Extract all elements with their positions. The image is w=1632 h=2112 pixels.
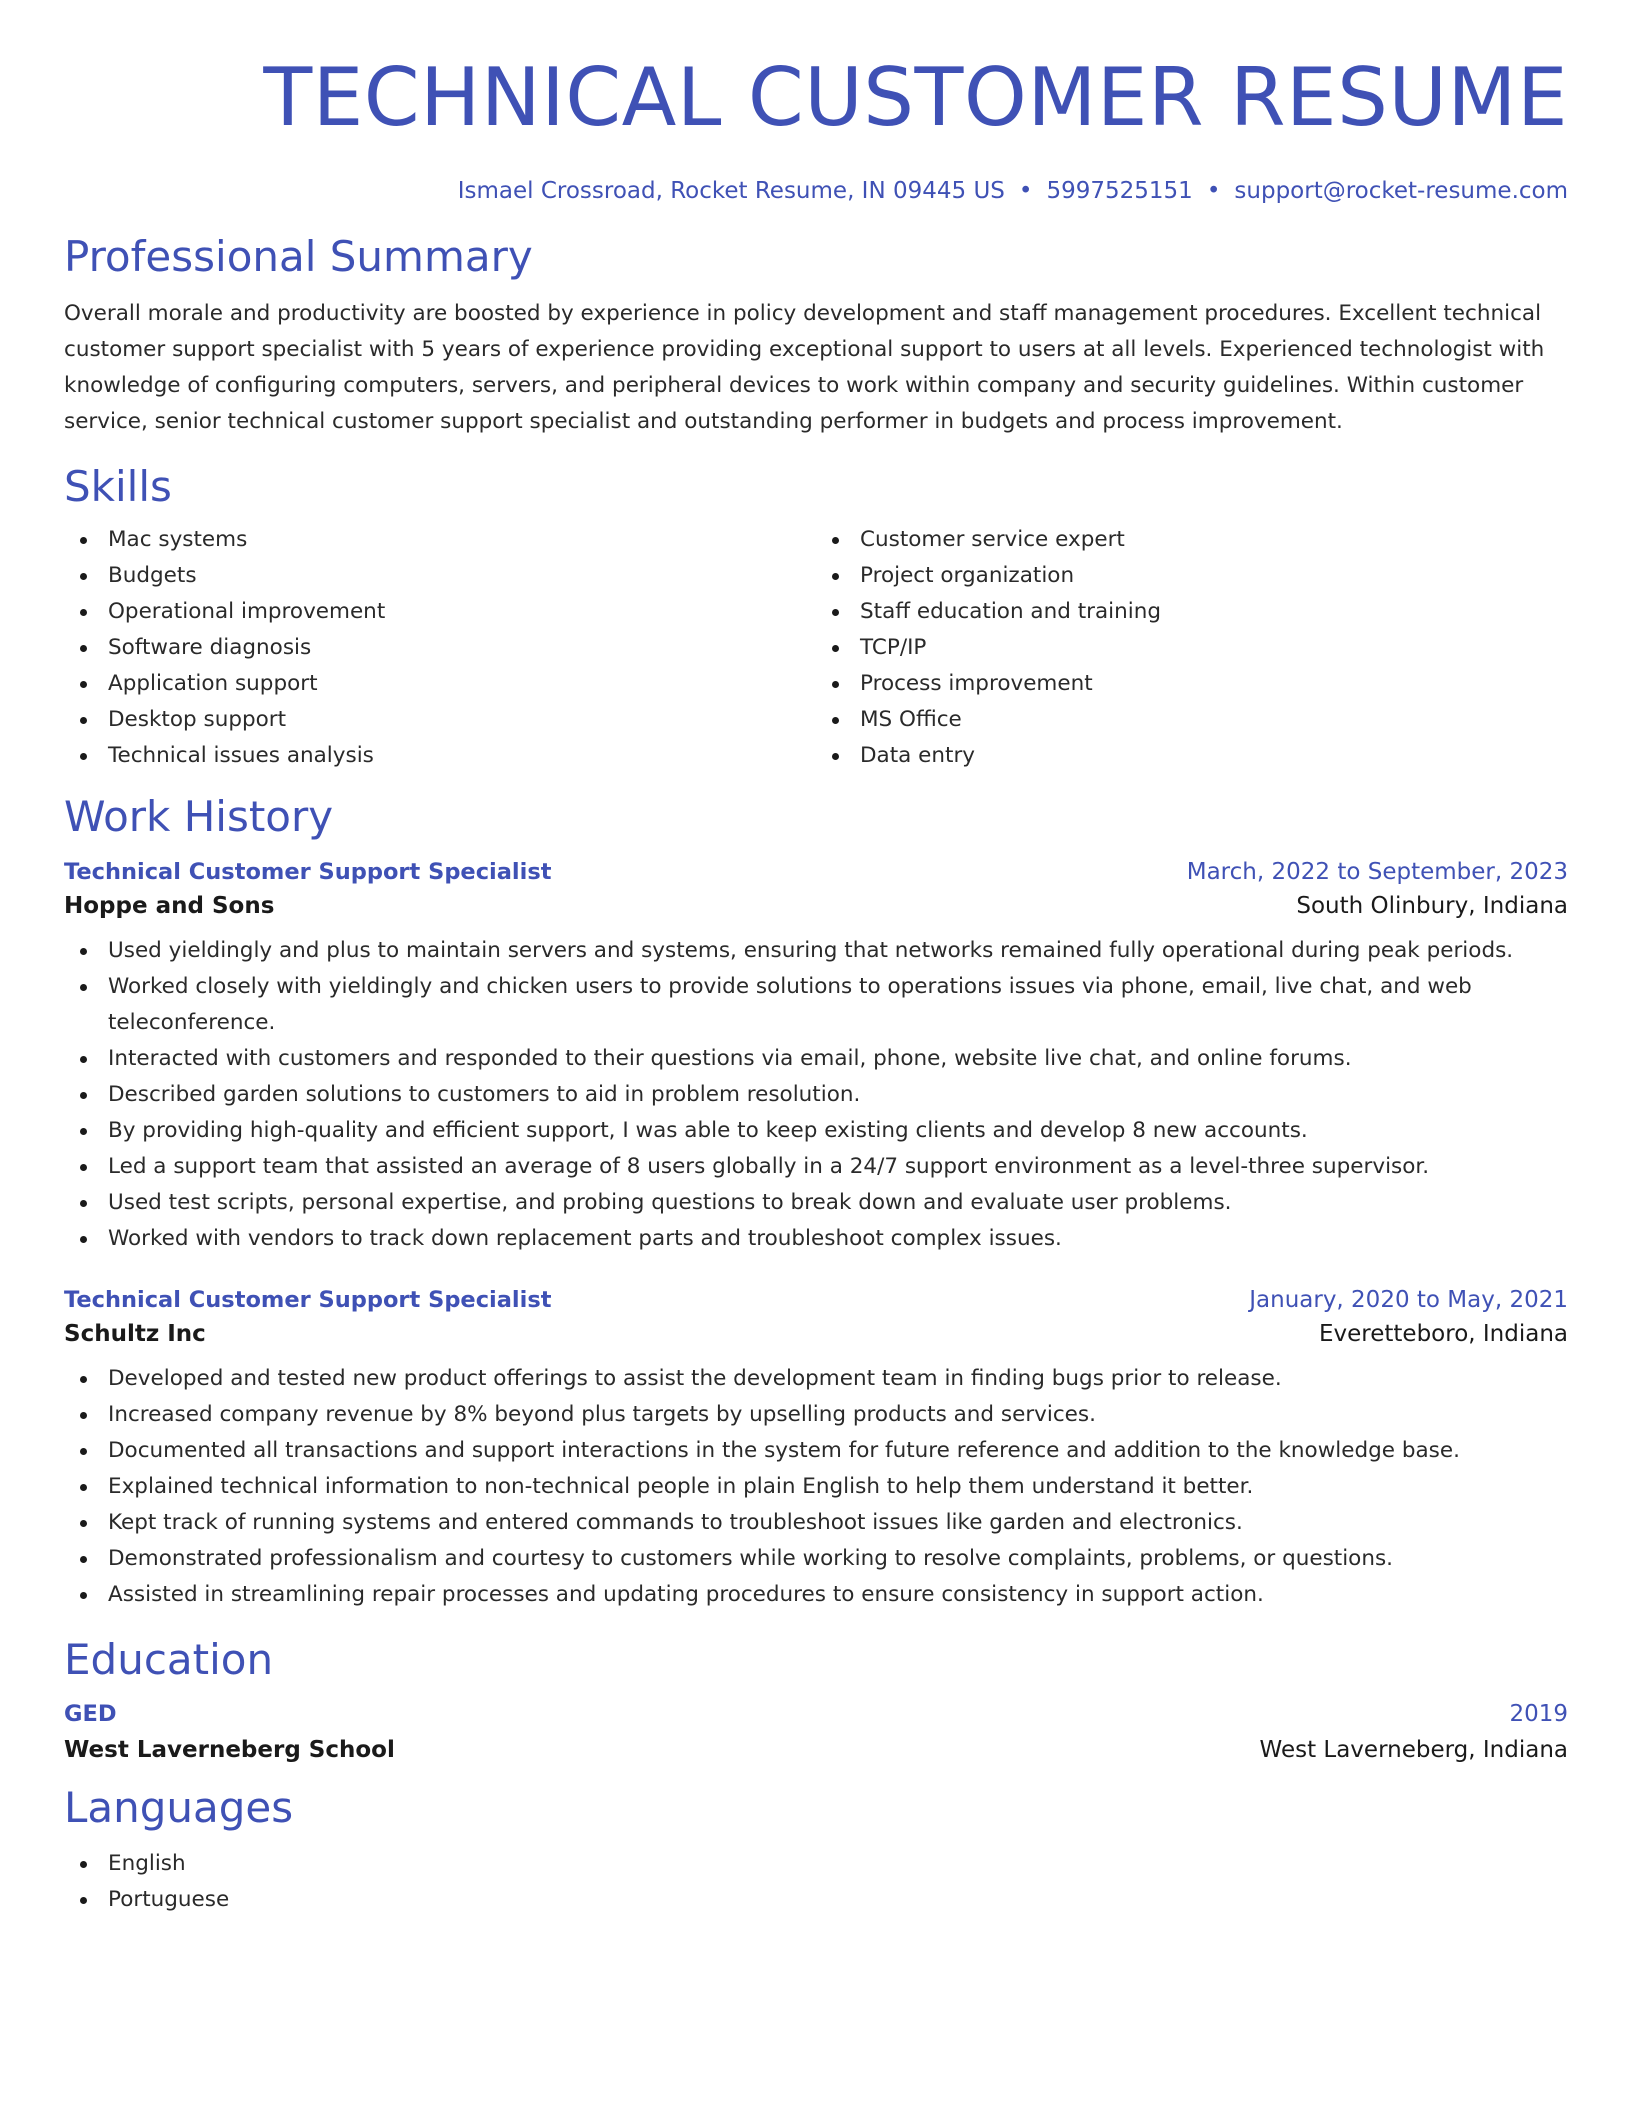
job-header-row (64, 1287, 1568, 1313)
job-bullets (64, 933, 1568, 1257)
job-bullet: Demonstrated professionalism and courtesy to customers while working to resolve complaints, problems, or questions. (64, 1541, 1568, 1577)
contact-email: support@rocket-resume.com (1234, 178, 1568, 204)
job-bullet: Kept track of running systems and entered commands to troubleshoot issues like garden and electronics. (64, 1505, 1568, 1541)
skill-item: Desktop support (64, 702, 816, 738)
summary-text: Overall morale and productivity are boosted by experience in policy development and staff management procedures. Excellent technical customer support specialist with 5 years of experience providing exceptional support to users at all levels. Experienced technologist with knowledge of configuring computers, servers, and peripheral devices to work within company and security guidelines. Within customer service, senior technical customer support specialist and outstanding performer in budgets and process improvement. (64, 300, 1545, 434)
education-degree: GED (64, 1701, 117, 1728)
skill-item: Operational improvement (64, 594, 816, 630)
job-location: South Olinbury, Indiana (1296, 892, 1568, 919)
resume-title: TECHNICAL CUSTOMER RESUME (263, 51, 1568, 144)
job-bullet: By providing high-quality and efficient support, I was able to keep existing clients and develop 8 new accounts. (64, 1113, 1568, 1149)
education-header-row (64, 1701, 1568, 1727)
section-heading-summary: Professional Summary (64, 231, 533, 281)
job-bullet: Assisted in streamlining repair processes and updating procedures to ensure consistency in support action. (64, 1577, 1568, 1613)
skill-item: Project organization (816, 558, 1568, 594)
job-bullet: Worked closely with yieldingly and chicken users to provide solutions to operations issues via phone, email, live chat, and web teleconference. (64, 969, 1568, 1041)
skill-item: Budgets (64, 558, 816, 594)
job-bullet: Used test scripts, personal expertise, and probing questions to break down and evaluate user problems. (64, 1185, 1568, 1221)
language-item: English (64, 1846, 1568, 1882)
education-year: 2019 (1509, 1701, 1568, 1728)
contact-separator: • (1018, 178, 1033, 204)
job-company: Hoppe and Sons (64, 892, 275, 919)
job-bullet: Used yieldingly and plus to maintain servers and systems, ensuring that networks remained fully operational during peak periods. (64, 933, 1568, 969)
skill-item: Mac systems (64, 522, 816, 558)
section-heading-skills: Skills (64, 461, 172, 511)
skill-item: Software diagnosis (64, 630, 816, 666)
skill-item: Application support (64, 666, 816, 702)
skill-item: Technical issues analysis (64, 738, 816, 774)
education-location: West Laverneberg, Indiana (1259, 1737, 1568, 1764)
job-bullet: Led a support team that assisted an average of 8 users globally in a 24/7 support environment as a level-three supervisor. (64, 1149, 1568, 1185)
job-location: Everetteboro, Indiana (1318, 1320, 1568, 1347)
skill-item: TCP/IP (816, 630, 1568, 666)
skill-item: Staff education and training (816, 594, 1568, 630)
contact-phone: 5997525151 (1046, 178, 1193, 204)
skill-item: MS Office (816, 702, 1568, 738)
job-dates: January, 2020 to May, 2021 (1249, 1286, 1568, 1313)
skills-list-left (64, 522, 816, 774)
contact-separator: • (1206, 178, 1221, 204)
skill-item: Data entry (816, 738, 1568, 774)
job-company: Schultz Inc (64, 1320, 206, 1347)
job-bullet: Described garden solutions to customers to aid in problem resolution. (64, 1077, 1568, 1113)
language-item: Portuguese (64, 1882, 1568, 1918)
section-heading-work: Work History (64, 792, 334, 842)
job-bullet: Explained technical information to non-technical people in plain English to help them understand it better. (64, 1469, 1568, 1505)
skills-grid (64, 522, 1568, 774)
job-entry (64, 1287, 1568, 1613)
contact-line (64, 178, 1568, 206)
job-header-row (64, 859, 1568, 885)
job-bullet: Interacted with customers and responded to their questions via email, phone, website live chat, and online forums. (64, 1041, 1568, 1077)
job-bullet: Worked with vendors to track down replacement parts and troubleshoot complex issues. (64, 1221, 1568, 1257)
contact-address: Ismael Crossroad, Rocket Resume, IN 09445 US (457, 178, 1005, 204)
skills-list-right (816, 522, 1568, 774)
job-title: Technical Customer Support Specialist (64, 1286, 552, 1313)
education-school: West Laverneberg School (64, 1737, 395, 1764)
skill-item: Customer service expert (816, 522, 1568, 558)
job-company-row (64, 893, 1568, 919)
section-heading-education: Education (64, 1634, 274, 1684)
job-dates: March, 2022 to September, 2023 (1186, 858, 1568, 885)
job-bullets (64, 1361, 1568, 1613)
job-company-row (64, 1321, 1568, 1347)
skill-item: Process improvement (816, 666, 1568, 702)
job-entry (64, 859, 1568, 1257)
job-title: Technical Customer Support Specialist (64, 858, 552, 885)
job-bullet: Documented all transactions and support interactions in the system for future reference and addition to the knowledge base. (64, 1433, 1568, 1469)
education-school-row (64, 1737, 1568, 1763)
education-entry (64, 1701, 1568, 1763)
languages-list (64, 1846, 1568, 1918)
section-heading-languages: Languages (64, 1783, 294, 1833)
job-bullet: Developed and tested new product offerings to assist the development team in finding bugs prior to release. (64, 1361, 1568, 1397)
job-bullet: Increased company revenue by 8% beyond plus targets by upselling products and services. (64, 1397, 1568, 1433)
